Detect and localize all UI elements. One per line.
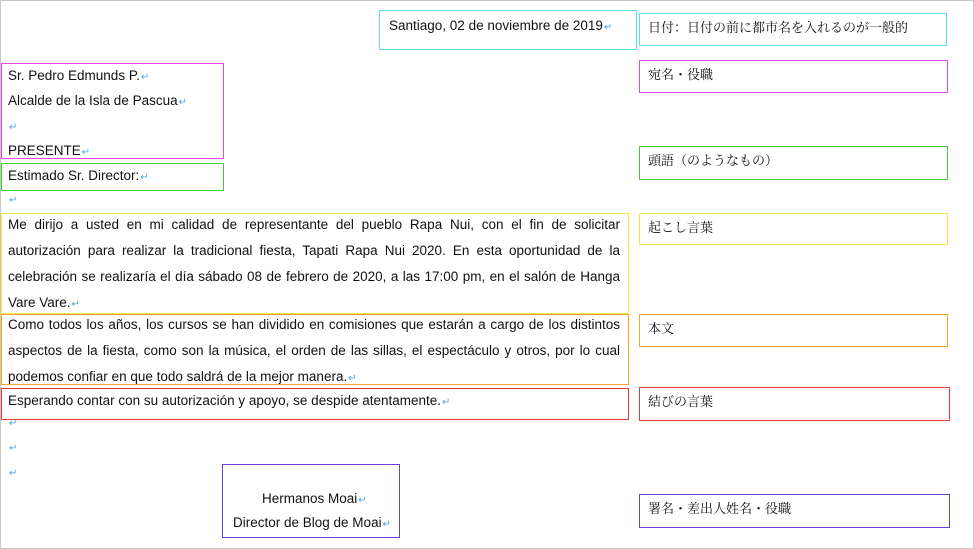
paragraph-mark-icon: ↵ [140, 72, 150, 83]
salutation-line: Estimado Sr. Director:↵ [8, 168, 149, 183]
paragraph-mark-icon: ↵ [9, 418, 18, 429]
paragraph-mark-icon: ↵ [442, 397, 451, 408]
paragraph-mark-icon: ↵ [9, 468, 18, 479]
paragraph-mark-icon: ↵ [9, 443, 18, 454]
annotation-recipient: 宛名・役職 [639, 60, 948, 93]
paragraph-mark-icon: ↵ [9, 122, 18, 133]
paragraph-mark-icon: ↵ [81, 147, 91, 158]
paragraph-mark-icon: ↵ [71, 299, 80, 310]
date-line [389, 17, 612, 37]
annotation-opening: 起こし言葉 [639, 213, 948, 245]
signature-line-1: Hermanos Moai↵ [262, 491, 367, 506]
annotation-closing: 結びの言葉 [639, 387, 950, 421]
opening-paragraph: Me dirijo a usted en mi calidad de representante del pueblo Rapa Nui, con el fin de solicitar autorización para realizar la tradicional fiesta, Tapati Rapa Nui 2020. En esta oportunidad de la celebración se realizaría el día sábado 08 de febrero de 2020, a las 17:00 pm, en el salón de Hanga Vare Vare.↵ [8, 217, 620, 310]
annotation-signature: 署名・差出人姓名・役職 [639, 494, 950, 528]
paragraph-mark-icon: ↵ [358, 495, 367, 506]
signature-line-2: Director de Blog de Moai↵ [233, 515, 391, 530]
paragraph-mark-icon: ↵ [348, 373, 357, 384]
body-paragraph: Como todos los años, los cursos se han dividido en comisiones que estarán a cargo de los distintos aspectos de la fiesta, como son la música, el orden de las sillas, el espectáculo y otros, por lo cual podemos confiar en que todo saldrá de la mejor manera.↵ [8, 317, 620, 384]
paragraph-mark-icon: ↵ [178, 97, 187, 108]
annotation-date: 日付：日付の前に都市名を入れるのが一般的 [639, 13, 947, 46]
paragraph-mark-icon: ↵ [603, 22, 613, 33]
paragraph-mark-icon: ↵ [382, 519, 391, 530]
closing-line: Esperando contar con su autorización y apoyo, se despide atentamente.↵ [8, 393, 451, 408]
annotation-body: 本文 [639, 314, 948, 347]
recipient-line-1: Sr. Pedro Edmunds P.↵ [8, 68, 150, 83]
recipient-line-4: PRESENTE↵ [8, 143, 91, 158]
paragraph-mark-icon: ↵ [140, 172, 149, 183]
paragraph-mark-icon: ↵ [9, 195, 18, 206]
annotation-salutation: 頭語（のようなもの） [639, 146, 948, 180]
recipient-line-2: Alcalde de la Isla de Pascua↵ [8, 93, 187, 108]
recipient-line-3 [8, 117, 17, 137]
date-text: Santiago, 02 de noviembre de 2019 [389, 18, 603, 33]
